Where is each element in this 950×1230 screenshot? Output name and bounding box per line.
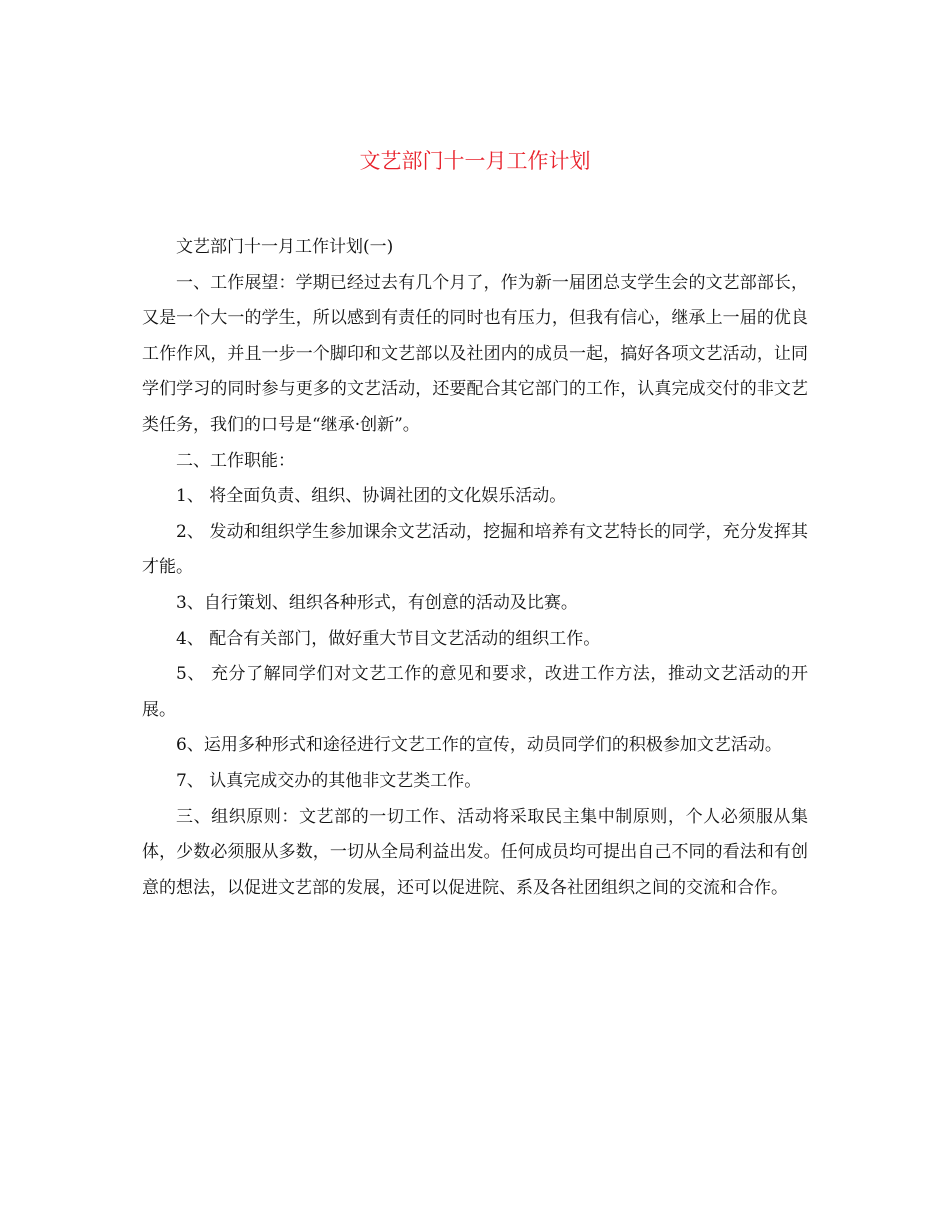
list-item-7: 7、 认真完成交办的其他非文艺类工作。 xyxy=(176,770,482,791)
list-item-4: 4、 配合有关部门，做好重大节目文艺活动的组织工作。 xyxy=(176,628,601,649)
list-item-6: 6、运用多种形式和途径进行文艺工作的宣传，动员同学们的积极参加文艺活动。 xyxy=(176,735,782,756)
document-title: 文艺部门十一月工作计划 xyxy=(359,149,591,173)
paragraph-organization-principles: 三、组织原则：文艺部的一切工作、活动将采取民主集中制原则，个人必须服从集体，少数必须服从多数，一切从全局利益出发。任何成员均可提出自己不同的看法和有创意的想法，以促进文艺部的发展，还可以促进院、系及各社团组织之间的交流和合作。 xyxy=(142,806,808,898)
list-item-1: 1、 将全面负责、组织、协调社团的文化娱乐活动。 xyxy=(176,486,567,507)
paragraph-work-outlook: 一、工作展望：学期已经过去有几个月了，作为新一届团总支学生会的文艺部部长，又是一个大一的学生，所以感到有责任的同时也有压力，但我有信心，继承上一届的优良工作作风，并且一步一个脚印和文艺部以及社团内的成员一起，搞好各项文艺活动，让同学们学习的同时参与更多的文艺活动，还要配合其它部门的工作，认真完成交付的非文艺类任务，我们的口号是“继承·创新”。 xyxy=(142,272,808,435)
document-body xyxy=(142,230,808,906)
list-item-3: 3、自行策划、组织各种形式，有创意的活动及比赛。 xyxy=(176,592,578,613)
list-item-2: 2、 发动和组织学生参加课余文艺活动，挖掘和培养有文艺特长的同学，充分发挥其才能。 xyxy=(142,521,808,578)
paragraph-functions-heading: 二、工作职能： xyxy=(176,450,295,471)
paragraph-subtitle: 文艺部门十一月工作计划(一) xyxy=(176,237,394,257)
list-item-5: 5、 充分了解同学们对文艺工作的意见和要求，改进工作方法，推动文艺活动的开展。 xyxy=(142,664,808,720)
